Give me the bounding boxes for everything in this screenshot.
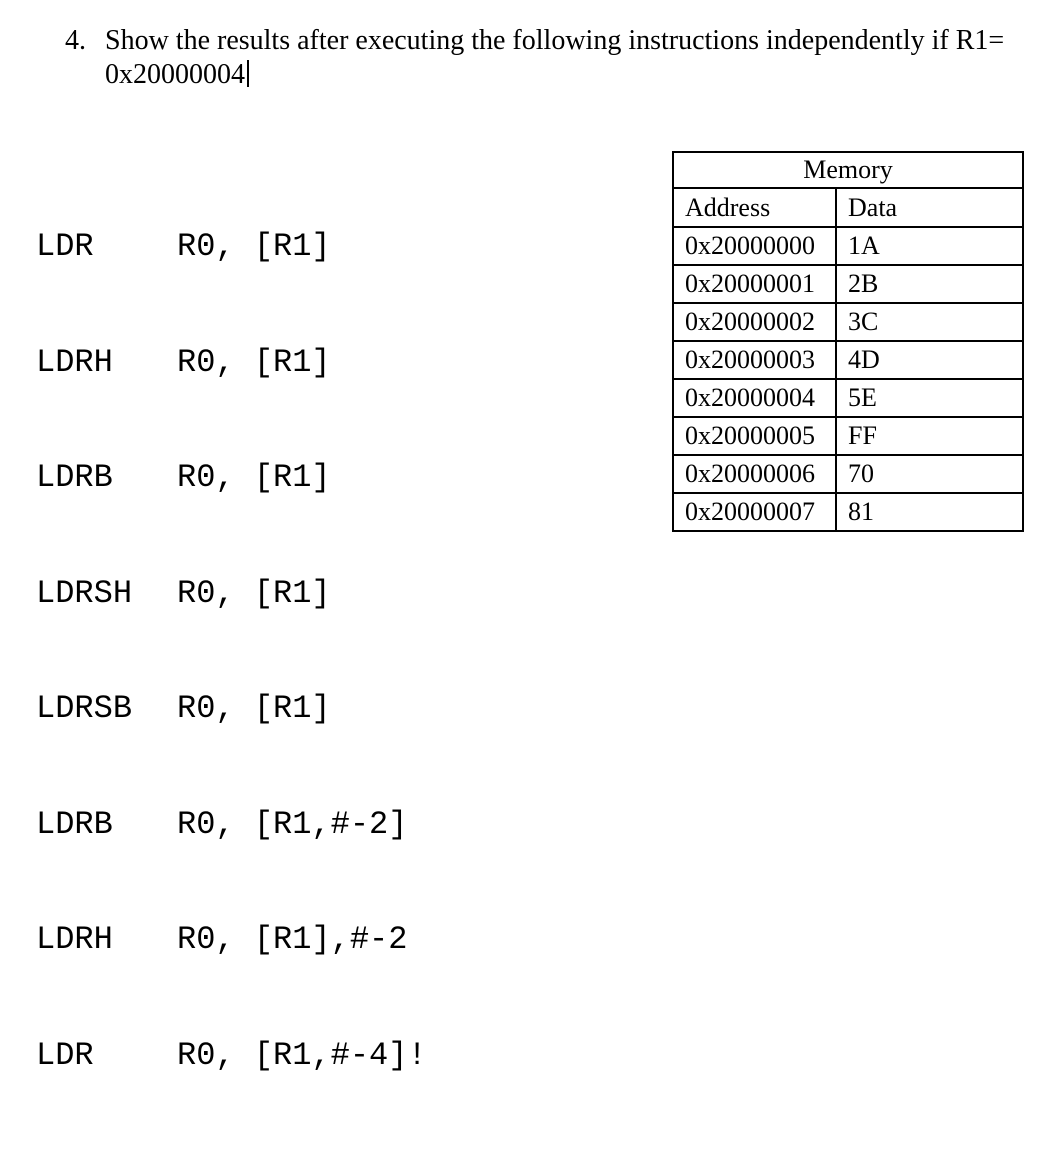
instruction-operands: R0, [R1]: [177, 690, 331, 727]
instruction-operands: R0, [R1]: [177, 574, 331, 612]
question-heading: [65, 24, 1035, 92]
instruction-line: [36, 575, 427, 614]
address-cell: 0x20000002: [673, 303, 836, 341]
instruction-operands: R0, [R1],#-2: [177, 921, 408, 958]
instruction-mnemonic: LDRSB: [36, 690, 133, 727]
address-cell: 0x20000004: [673, 379, 836, 417]
memory-table-title-row: [673, 152, 1023, 188]
instruction-mnemonic: LDRB: [36, 459, 113, 496]
instruction-line: [36, 690, 427, 729]
instruction-list: [36, 151, 427, 1152]
instruction-operands: R0, [R1,#-2]: [177, 805, 408, 843]
data-cell: 3C: [836, 303, 1023, 341]
instruction-mnemonic: LDRH: [36, 921, 113, 958]
instruction-line: [36, 344, 427, 383]
instruction-operands: R0, [R1]: [177, 228, 331, 265]
data-cell: 4D: [836, 341, 1023, 379]
memory-table: [672, 151, 1024, 532]
table-row: [673, 455, 1023, 493]
instruction-line: [36, 1037, 427, 1076]
table-row: [673, 417, 1023, 455]
r1-value: 0x20000004: [105, 59, 245, 90]
instruction-operands: R0, [R1,#-4]!: [177, 1036, 427, 1074]
instruction-line: [36, 228, 427, 267]
column-header-address: Address: [673, 188, 836, 227]
instruction-line: [36, 459, 427, 498]
memory-table-header-row: [673, 188, 1023, 227]
data-cell: 2B: [836, 265, 1023, 303]
address-cell: 0x20000005: [673, 417, 836, 455]
column-header-data: Data: [836, 188, 1023, 227]
data-cell: 1A: [836, 227, 1023, 265]
instruction-operands: R0, [R1]: [177, 459, 331, 496]
memory-table-title: Memory: [673, 152, 1023, 188]
text-cursor: [247, 60, 249, 87]
table-row: [673, 303, 1023, 341]
question-text: [105, 24, 1035, 92]
address-cell: 0x20000001: [673, 265, 836, 303]
question-text-line2: [105, 58, 1035, 92]
instruction-mnemonic: LDRB: [36, 805, 113, 843]
address-cell: 0x20000006: [673, 455, 836, 493]
table-row: [673, 227, 1023, 265]
table-row: [673, 341, 1023, 379]
question-text-line1: Show the results after executing the following instructions independently if R1=: [105, 25, 1005, 56]
data-cell: 5E: [836, 379, 1023, 417]
instruction-mnemonic: LDRSH: [36, 574, 133, 612]
address-cell: 0x20000007: [673, 493, 836, 531]
table-row: [673, 493, 1023, 531]
instruction-mnemonic: LDR: [36, 228, 94, 265]
address-cell: 0x20000000: [673, 227, 836, 265]
instruction-mnemonic: LDRH: [36, 343, 113, 381]
instruction-line: [36, 921, 427, 960]
question-number: 4.: [65, 25, 86, 56]
data-cell: 70: [836, 455, 1023, 493]
instruction-operands: R0, [R1]: [177, 343, 331, 381]
table-row: [673, 379, 1023, 417]
data-cell: 81: [836, 493, 1023, 531]
table-row: [673, 265, 1023, 303]
instruction-line: [36, 806, 427, 845]
address-cell: 0x20000003: [673, 341, 836, 379]
instruction-mnemonic: LDR: [36, 1036, 94, 1074]
data-cell: FF: [836, 417, 1023, 455]
